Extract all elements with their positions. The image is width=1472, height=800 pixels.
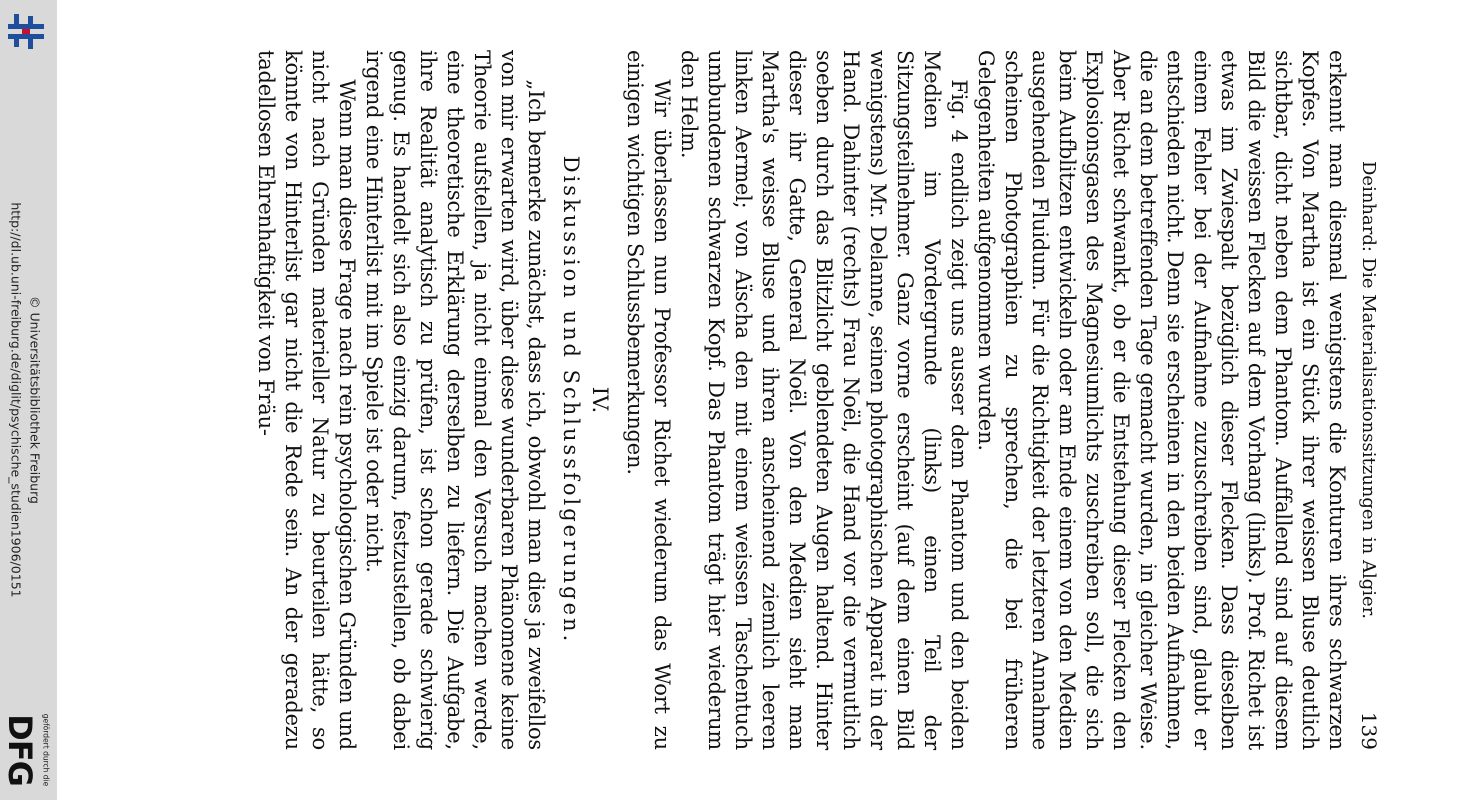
paragraph: Wenn man diese Frage nach rein psychologischen Gründen und nicht nach Gründen materieller Natur zu beurteilen hätte, so könnte von Hinterlist gar nicht die Rede sein. An der geradezu tadellosen Ehrenhaftigkeit von Fräu- <box>254 50 359 750</box>
digitization-sidebar <box>0 0 57 800</box>
paragraph: erkennt man diesmal wenigstens die Konturen ihres schwarzen Kopfes. Von Martha ist ein Stück ihrer weissen Bluse deutlich sichtbar, dicht neben dem Phantom. Auffallend sind auf diesem Bild die weissen Flecken auf dem Vorhang (links). Prof. Richet ist etwas im Zwiespalt bezüglich dieser Flecken. Dass dieselben einem Fehler bei der Aufnahme zuzuschreiben sind, glaubt er entschieden nicht. Denn sie erscheinen in den beiden Aufnahmen, die an dem betreffenden Tage gemacht wurden, in gleicher Weise. Aber Richet schwankt, ob er die Entstehung dieser Flecken den Explosionsgasen des Magnesiumlichts zuschreiben soll, die sich beim Aufblitzen entwickeln oder am Ende einem von den Medien ausgehenden Fluidum. Für die Richtigkeit der letzteren Annahme scheinen Photographien zu sprechen, die bei früheren Gelegenheiten aufgenommen wurden. <box>974 50 1349 750</box>
dfg-caption: gefördert durch die <box>41 713 51 787</box>
permalink-link[interactable]: http://dl.ub.uni-freiburg.de/diglit/psychische_studien1906/0151 <box>8 202 24 598</box>
paragraph: Fig. 4 endlich zeigt uns ausser dem Phantom und den beiden Medien im Vordergrunde (links) einen Teil der Sitzungsteilnehmer. Ganz vorne erscheint (auf dem einen Bild wenigstens) Mr. Delanne, seinen photographischen Apparat in der Hand. Dahinter (rechts) Frau Noël, die Hand vor die vermutlich soeben durch das Blitzlicht geblendeten Augen haltend. Hinter dieser ihr Gatte, General Noël. Von den Medien sieht man Martha's weisse Bluse und ihren anscheinend ziemlich leeren linken Aermel; von Aïscha den mit einem weissen Taschentuch umbundenen schwarzen Kopf. Das Phantom trägt hier wiederum den Helm. <box>677 50 971 750</box>
paragraph: Wir überlassen nun Professor Richet wiederum das Wort zu einigen wichtigen Schlussbemerkungen. <box>623 50 674 750</box>
ub-freiburg-logo-icon <box>4 8 48 52</box>
running-head-title: Deinhard: Die Materialisationssitzungen in Algier. <box>1358 160 1379 619</box>
dfg-logo: DFG <box>1 714 39 786</box>
scanned-page <box>190 40 1390 760</box>
running-head <box>1350 50 1390 750</box>
page-content <box>190 50 1390 750</box>
page-number: 139 <box>1357 711 1381 750</box>
copyright-text: © Universitätsbibliothek Freiburg <box>27 296 43 504</box>
section-title: Diskussion und Schlussfolgerungen. <box>559 155 583 645</box>
paragraph: „Ich bemerke zunächst, dass ich, obwohl man dies ja zweifellos von mir erwarten wird, über diese wunderbaren Phänomene keine Theorie aufstellen, ja nicht einmal den Versuch machen werde, eine theoretische Erklärung derselben zu liefern. Die Aufgabe, ihre Realität analytisch zu prüfen, ist schon gerade schwierig genug. Es handelt sich also einzig darum, festzustellen, ob dabei irgend eine Hinterlist mit im Spiele ist oder nicht. <box>362 50 548 750</box>
section-number: IV. <box>588 386 612 414</box>
